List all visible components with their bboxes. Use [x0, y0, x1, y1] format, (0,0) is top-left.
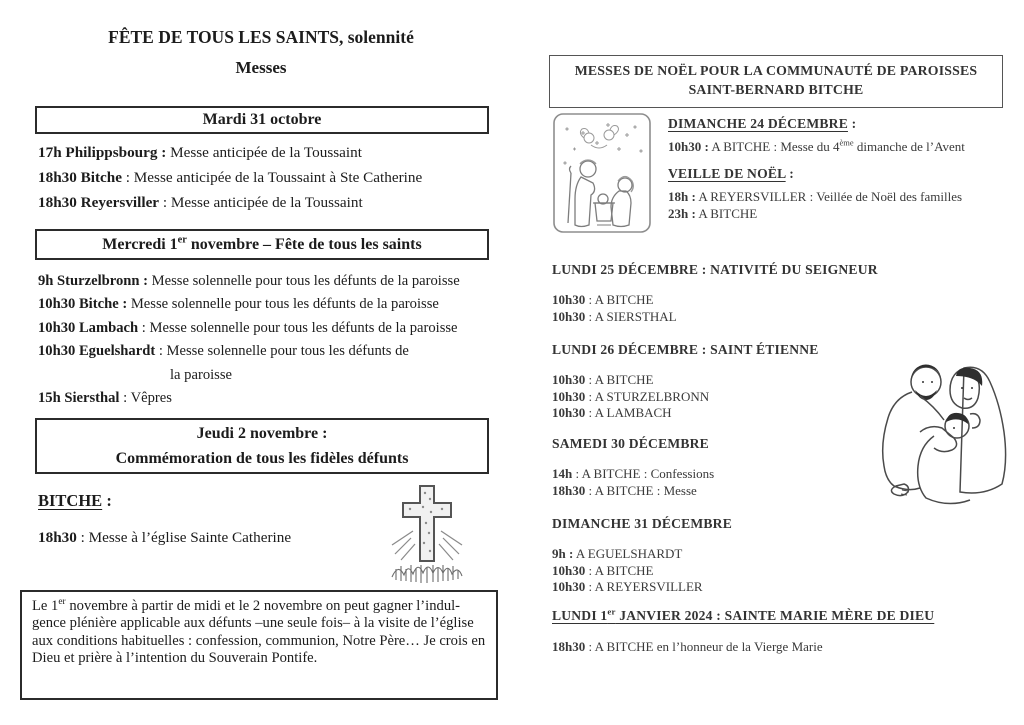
indulgence-line: Le 1er novembre à partir de midi et le 2 novembre on peut gagner l’indul- [32, 597, 461, 614]
indulgence-line: gence plénière applicable aux défunts –une seule fois– à la visite de l’église [32, 615, 474, 632]
section-dec25 [552, 262, 912, 325]
bitche-mass-line: 18h30 : Messe à l’église Sainte Catherine [38, 529, 292, 546]
cross-illustration [386, 481, 468, 585]
bitche-heading: BITCHE : [38, 491, 112, 510]
section-dec25-heading: LUNDI 25 DÉCEMBRE : NATIVITÉ DU SEIGNEUR [552, 262, 878, 277]
header-box-oct31 [35, 106, 489, 134]
mass-line: 9h Sturzelbronn : Messe solennelle pour tous les défunts de la paroisse [38, 273, 460, 289]
mass-line: 10h30 : A STURZELBRONN [552, 388, 710, 404]
section-dec31 [552, 516, 912, 596]
right-header-line1: MESSES DE NOËL POUR LA COMMUNAUTÉ DE PAROISSES [574, 63, 978, 78]
mass-line: 10h30 : A BITCHE : Messe du 4ème dimanche de l’Avent [668, 137, 965, 154]
mass-line: 23h : A BITCHE [668, 206, 758, 221]
mass-line: 10h30 : A BITCHE [552, 372, 654, 387]
right-header-line2: SAINT-BERNARD BITCHE [688, 82, 864, 97]
mass-line: 9h : A EGUELSHARDT [552, 546, 683, 561]
left-page-subtitle: Messes [235, 58, 287, 77]
nativity-illustration [551, 111, 653, 237]
section-dec26-heading: LUNDI 26 DÉCEMBRE : SAINT ÉTIENNE [552, 342, 819, 357]
mass-line: 18h30 Reyersviller : Messe anticipée de la Toussaint [38, 194, 363, 212]
header-box-oct31-label: Mardi 31 octobre [202, 111, 322, 128]
header-box-nov2-line2: Commémoration de tous les fidèles défunts [115, 449, 409, 467]
section-jan1-heading: LUNDI 1er JANVIER 2024 : SAINTE MARIE MÈRE DE DIEU [552, 606, 935, 623]
section-dec30-heading: SAMEDI 30 DÉCEMBRE [552, 436, 709, 451]
mass-line: 10h30 Bitche : Messe solennelle pour tous les défunts de la paroisse [38, 296, 439, 313]
section-dec30 [552, 436, 912, 499]
mass-line: 18h30 Bitche : Messe anticipée de la Toussaint à Ste Catherine [38, 169, 423, 187]
mass-line: 17h Philippsbourg : Messe anticipée de la Toussaint [38, 144, 362, 161]
mass-line: 14h : A BITCHE : Confessions [552, 466, 715, 481]
mass-line: 10h30 : A BITCHE [552, 562, 654, 578]
mass-line: 18h : A REYERSVILLER : Veillée de Noël des familles [668, 188, 963, 204]
nov1-mass-list [38, 270, 498, 410]
mass-line: 10h30 : A REYERSVILLER [552, 579, 703, 594]
mass-line: 10h30 Lambach : Messe solennelle pour tous les défunts de la paroisse [38, 319, 458, 336]
mass-line: 15h Siersthal : Vêpres [38, 390, 172, 407]
section-jan1 [552, 608, 1012, 656]
header-box-nov1 [35, 229, 489, 260]
header-box-nov2 [35, 418, 489, 474]
mass-line-continuation: la paroisse [170, 366, 233, 383]
header-box-nov2-line1: Jeudi 2 novembre : [196, 425, 328, 442]
section-dec24-heading: DIMANCHE 24 DÉCEMBRE : [668, 116, 857, 131]
section-dec26 [552, 342, 912, 422]
left-page-title: FÊTE DE TOUS LES SAINTS, solennité [108, 27, 414, 47]
mass-line: 10h30 : A SIERSTHAL [552, 308, 677, 324]
indulgence-note-box [20, 590, 498, 700]
mass-line: 10h30 Eguelshardt : Messe solennelle pour tous les défunts de [38, 343, 409, 360]
section-dec24-subheading: VEILLE DE NOËL : [668, 165, 794, 181]
mass-line: 10h30 : A LAMBACH [552, 405, 672, 420]
indulgence-line: Dieu et prière à l’intention du Souverain Pontife. [32, 649, 318, 666]
header-box-nov1-label: Mercredi 1er novembre – Fête de tous les saints [102, 234, 422, 253]
oct31-mass-list [38, 140, 498, 216]
right-page-header-box [549, 55, 1003, 108]
section-dec31-heading: DIMANCHE 31 DÉCEMBRE [552, 516, 732, 531]
mass-line: 10h30 : A BITCHE [552, 292, 654, 307]
mass-line: 18h30 : A BITCHE en l’honneur de la Vierge Marie [552, 639, 823, 654]
section-dec24 [668, 116, 1013, 223]
indulgence-line: aux conditions habituelles : confession, communion, Notre Père… Je crois en [32, 632, 486, 649]
mass-line: 18h30 : A BITCHE : Messe [552, 482, 697, 498]
